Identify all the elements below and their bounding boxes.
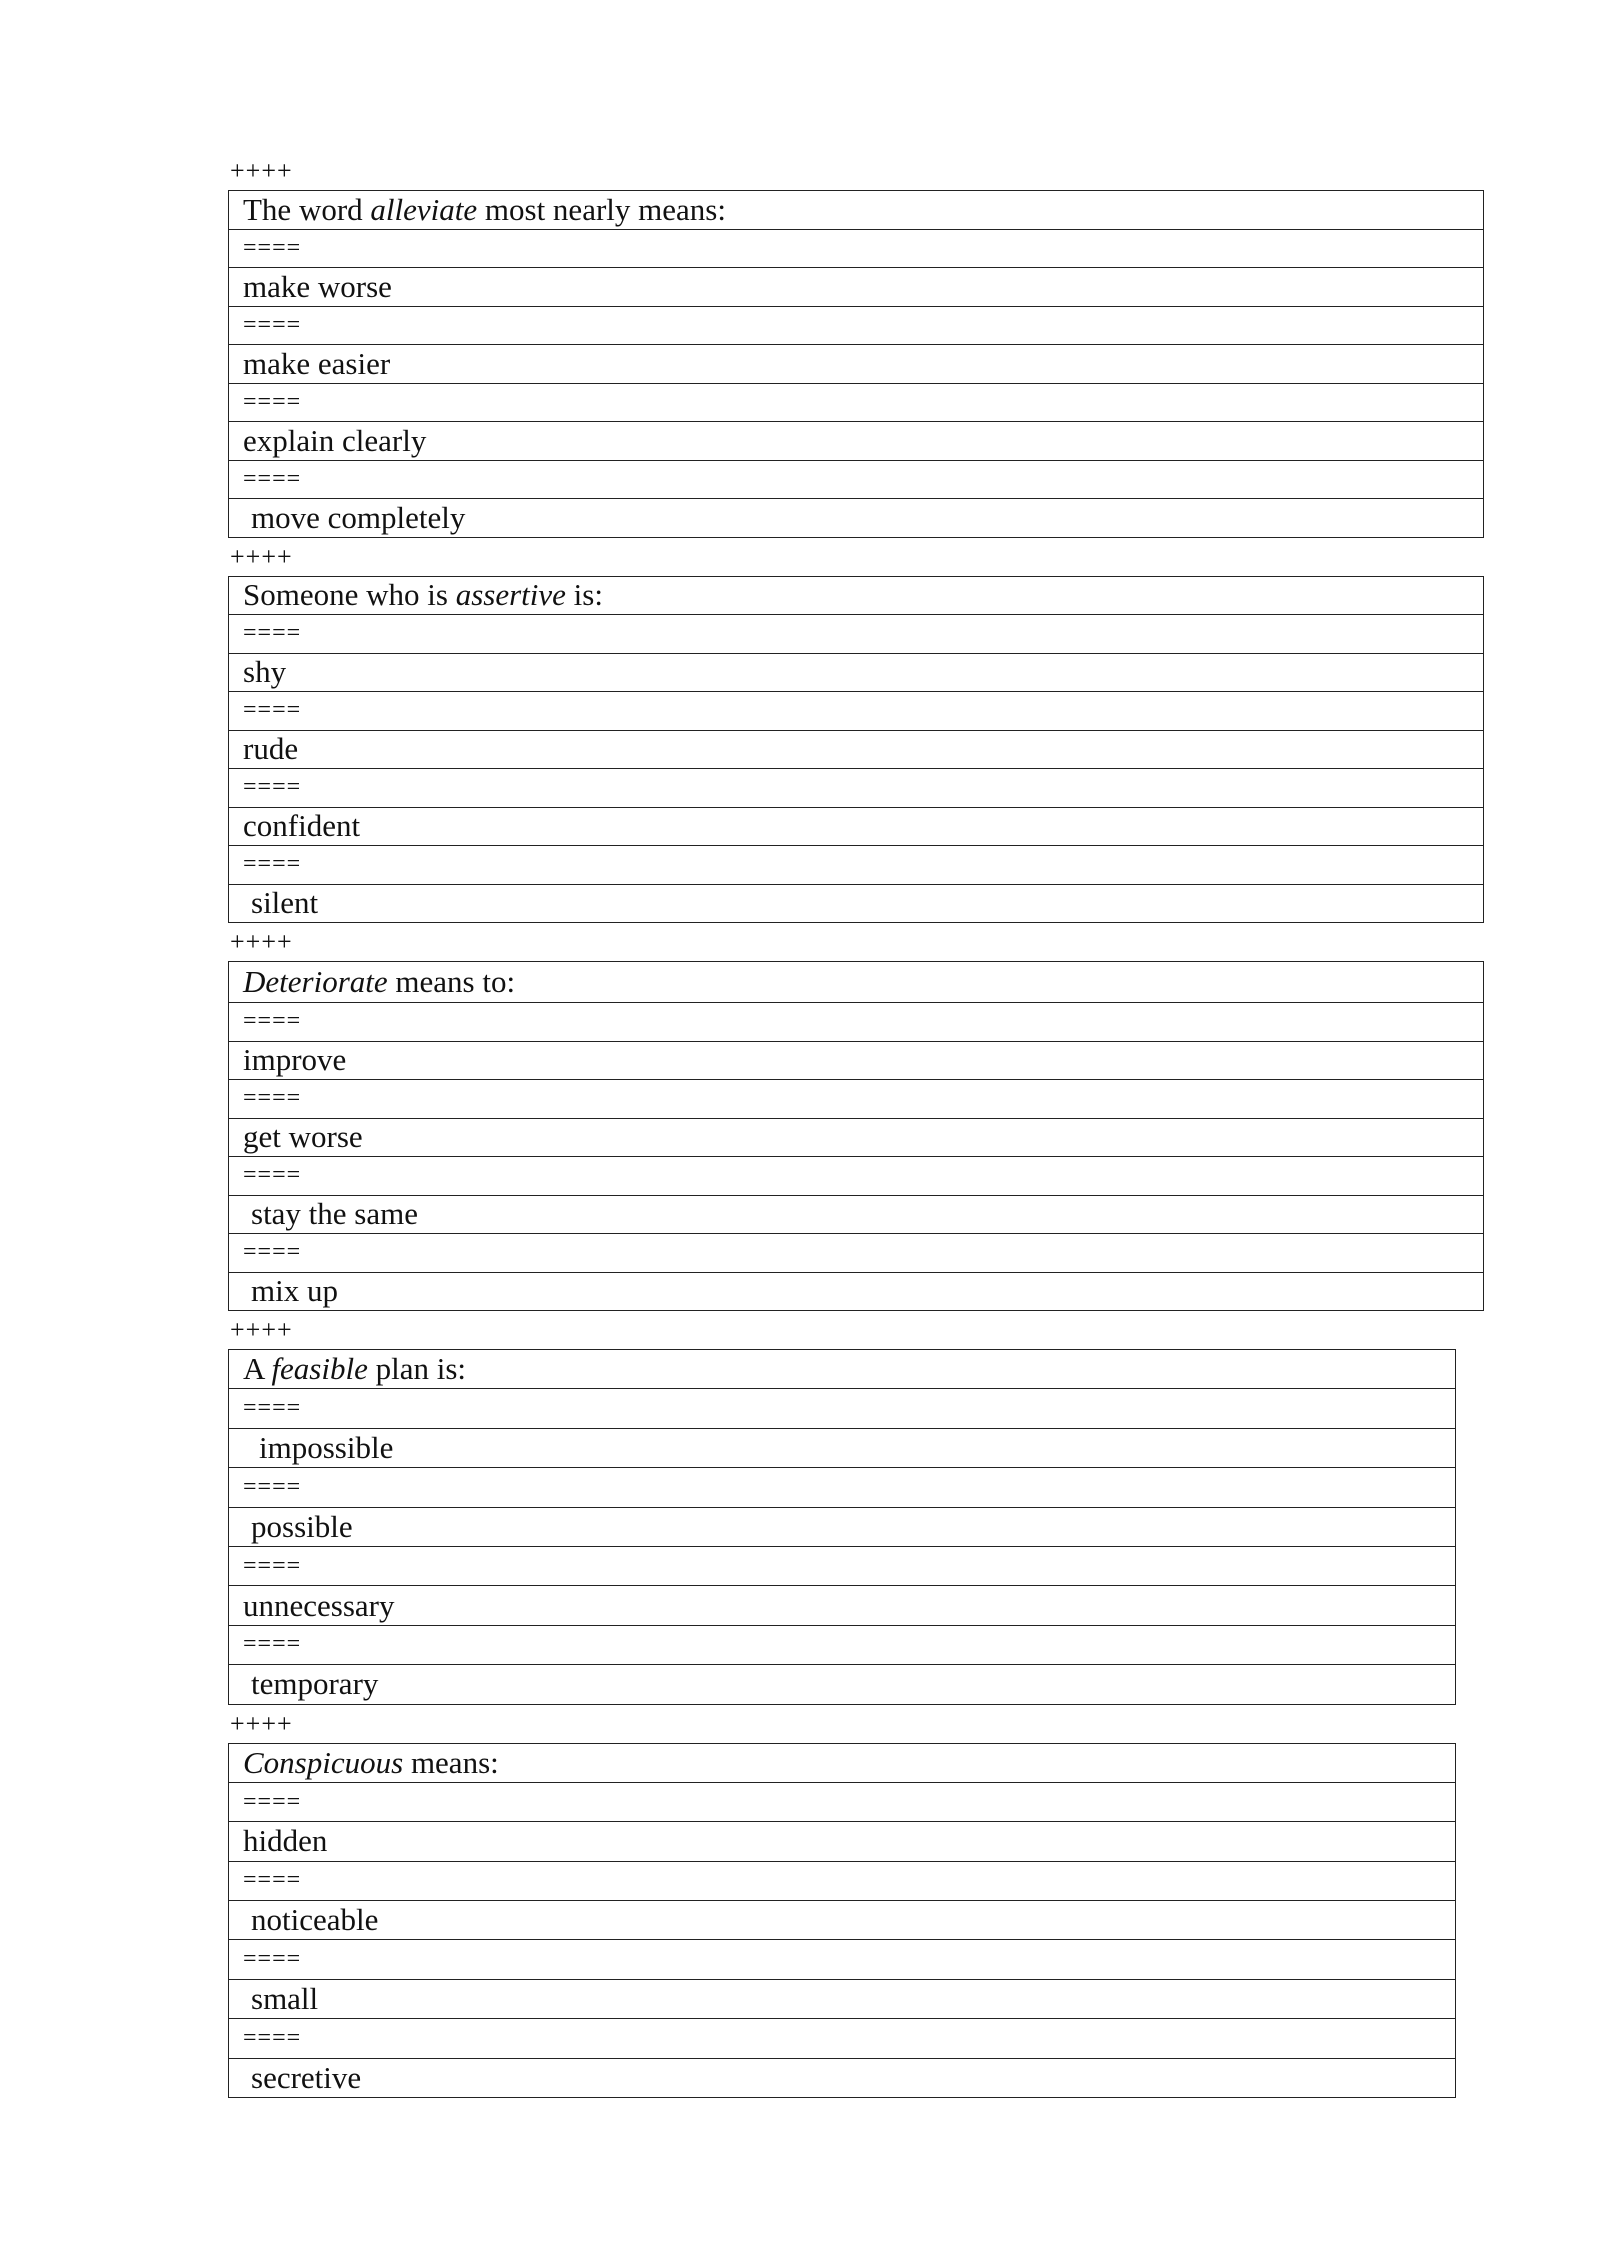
question-table-4 — [228, 1349, 1456, 1705]
document-body — [228, 152, 1484, 2098]
option-divider: ==== — [229, 2019, 1456, 2058]
answer-option: impossible — [229, 1428, 1456, 1467]
option-divider: ==== — [229, 306, 1484, 345]
question-stem: The word alleviate most nearly means: — [229, 191, 1484, 230]
answer-option: silent — [229, 884, 1484, 923]
option-divider: ==== — [229, 1389, 1456, 1428]
answer-option: possible — [229, 1507, 1456, 1546]
answer-option: noticeable — [229, 1901, 1456, 1940]
answer-option: move completely — [229, 499, 1484, 538]
answer-option: secretive — [229, 2058, 1456, 2097]
answer-option: shy — [229, 653, 1484, 692]
answer-option: explain clearly — [229, 422, 1484, 461]
option-divider: ==== — [229, 769, 1484, 808]
answer-option: unnecessary — [229, 1586, 1456, 1625]
option-divider: ==== — [229, 846, 1484, 885]
option-divider: ==== — [229, 460, 1484, 499]
option-divider: ==== — [229, 1546, 1456, 1585]
question-separator: ++++ — [230, 1315, 293, 1344]
question-separator: ++++ — [230, 156, 293, 185]
answer-option: get worse — [229, 1118, 1484, 1157]
question-separator: ++++ — [230, 927, 293, 956]
option-divider: ==== — [229, 383, 1484, 422]
question-table-5 — [228, 1743, 1456, 2099]
answer-option: rude — [229, 730, 1484, 769]
option-divider: ==== — [229, 1234, 1484, 1273]
option-divider: ==== — [229, 1940, 1456, 1979]
answer-option: make worse — [229, 268, 1484, 307]
option-divider: ==== — [229, 1080, 1484, 1119]
answer-option: improve — [229, 1041, 1484, 1080]
question-separator: ++++ — [230, 541, 293, 571]
answer-option: confident — [229, 807, 1484, 846]
option-divider: ==== — [229, 1003, 1484, 1042]
answer-option: make easier — [229, 345, 1484, 384]
answer-option: stay the same — [229, 1195, 1484, 1234]
option-divider: ==== — [229, 1468, 1456, 1507]
option-divider: ==== — [229, 1782, 1456, 1821]
question-table-3 — [228, 961, 1484, 1311]
option-divider: ==== — [229, 1861, 1456, 1900]
option-divider: ==== — [229, 692, 1484, 731]
question-stem: Conspicuous means: — [229, 1743, 1456, 1782]
option-divider: ==== — [229, 229, 1484, 268]
question-stem: Deteriorate means to: — [229, 962, 1484, 1003]
answer-option: small — [229, 1979, 1456, 2018]
answer-option: mix up — [229, 1272, 1484, 1311]
option-divider: ==== — [229, 615, 1484, 654]
question-stem: Someone who is assertive is: — [229, 576, 1484, 615]
answer-option: temporary — [229, 1665, 1456, 1704]
option-divider: ==== — [229, 1157, 1484, 1196]
answer-option: hidden — [229, 1822, 1456, 1861]
option-divider: ==== — [229, 1625, 1456, 1664]
question-table-1 — [228, 190, 1484, 538]
question-separator: ++++ — [230, 1708, 293, 1738]
question-stem: A feasible plan is: — [229, 1350, 1456, 1389]
question-table-2 — [228, 576, 1484, 924]
